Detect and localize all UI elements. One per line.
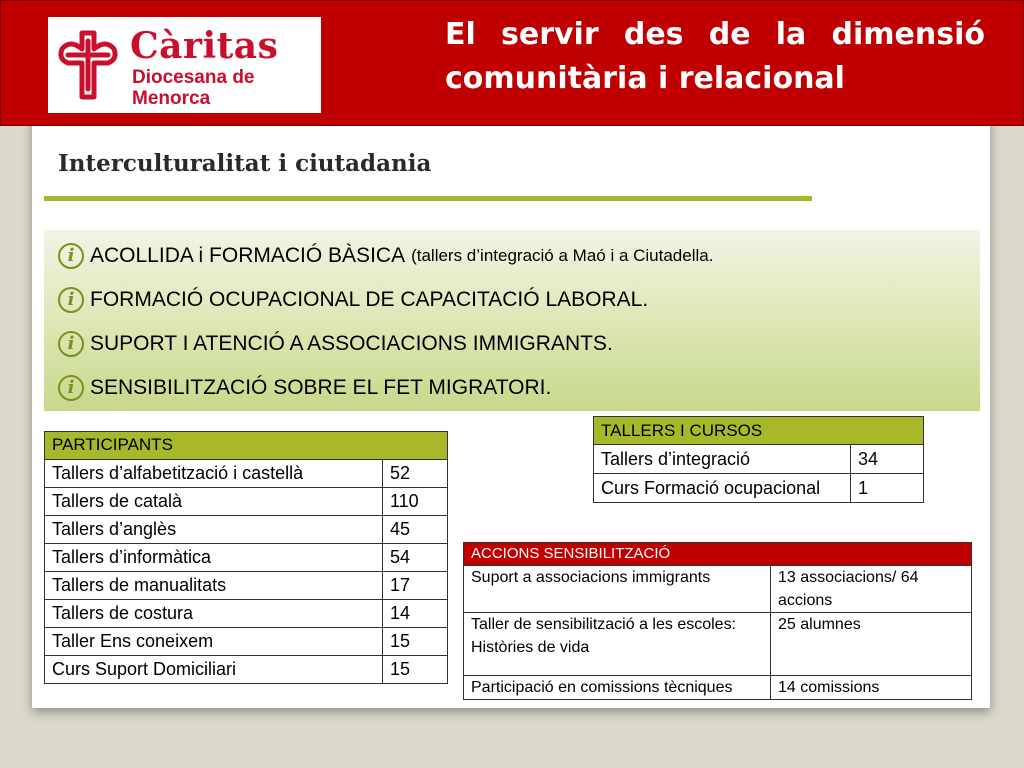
info-circle-icon: i — [58, 287, 84, 313]
tallers-table — [593, 416, 924, 503]
count-cell: 54 — [383, 544, 448, 572]
table-row — [594, 445, 924, 474]
table-row — [464, 613, 972, 676]
table-header-row — [594, 417, 924, 445]
activity-cell: Tallers de costura — [45, 600, 383, 628]
caritas-cross-icon — [56, 29, 120, 101]
tallers-header: TALLERS I CURSOS — [594, 417, 924, 445]
participants-table — [44, 431, 448, 684]
service-item — [58, 366, 980, 410]
table-row — [45, 488, 448, 516]
table-row — [464, 566, 972, 613]
table-header-row — [464, 543, 972, 566]
section-subtitle: Interculturalitat i ciutadania — [58, 150, 432, 177]
info-circle-icon: i — [58, 243, 84, 269]
caritas-logo — [48, 17, 321, 113]
activity-cell: Tallers d’informàtica — [45, 544, 383, 572]
service-item — [58, 322, 980, 366]
table-row — [45, 600, 448, 628]
logo-subtitle-line2: Menorca — [132, 88, 211, 109]
service-item — [58, 278, 980, 322]
activity-cell: Tallers d’anglès — [45, 516, 383, 544]
table-row — [45, 516, 448, 544]
activity-cell: Tallers d’integració — [594, 445, 851, 474]
service-item — [58, 234, 980, 278]
activity-cell: Tallers d’alfabetització i castellà — [45, 460, 383, 488]
slide-title: El servir des de la dimensió comunitària i relacional — [445, 17, 985, 96]
table-row — [45, 628, 448, 656]
count-cell: 15 — [383, 656, 448, 684]
services-list — [44, 230, 980, 411]
accions-table — [463, 542, 972, 700]
table-row — [45, 656, 448, 684]
logo-subtitle-line1: Diocesana de — [132, 67, 255, 88]
table-row — [464, 676, 972, 700]
table-row — [594, 474, 924, 503]
action-cell: Suport a associacions immigrants — [464, 566, 771, 613]
divider-line — [44, 196, 812, 201]
action-cell: Taller de sensibilització a les escoles: Històries de vida — [464, 613, 771, 676]
participants-header: PARTICIPANTS — [45, 432, 448, 460]
action-cell: Participació en comissions tècniques — [464, 676, 771, 700]
header-bar — [0, 0, 1024, 126]
count-cell: 17 — [383, 572, 448, 600]
count-cell: 110 — [383, 488, 448, 516]
activity-cell: Curs Formació ocupacional — [594, 474, 851, 503]
activity-cell: Taller Ens coneixem — [45, 628, 383, 656]
table-row — [45, 544, 448, 572]
service-label: SUPORT I ATENCIÓ A ASSOCIACIONS IMMIGRANTS. — [90, 332, 613, 355]
activity-cell: Tallers de català — [45, 488, 383, 516]
activity-cell: Tallers de manualitats — [45, 572, 383, 600]
info-circle-icon: i — [58, 375, 84, 401]
count-cell: 1 — [851, 474, 924, 503]
table-row — [45, 460, 448, 488]
service-label: SENSIBILITZACIÓ SOBRE EL FET MIGRATORI. — [90, 376, 552, 399]
count-cell: 45 — [383, 516, 448, 544]
table-header-row — [45, 432, 448, 460]
activity-cell: Curs Suport Domiciliari — [45, 656, 383, 684]
service-label: FORMACIÓ OCUPACIONAL DE CAPACITACIÓ LABORAL. — [90, 288, 649, 311]
service-label: ACOLLIDA i FORMACIÓ BÀSICA — [90, 244, 406, 267]
result-cell: 13 associacions/ 64 accions — [771, 566, 972, 613]
result-cell: 25 alumnes — [771, 613, 972, 676]
table-row — [45, 572, 448, 600]
count-cell: 52 — [383, 460, 448, 488]
result-cell: 14 comissions — [771, 676, 972, 700]
count-cell: 34 — [851, 445, 924, 474]
logo-subtitle — [132, 67, 322, 109]
service-note: (tallers d’integració a Maó i a Ciutadella. — [411, 246, 714, 265]
count-cell: 14 — [383, 600, 448, 628]
count-cell: 15 — [383, 628, 448, 656]
info-circle-icon: i — [58, 331, 84, 357]
logo-name: Càritas — [130, 25, 279, 67]
accions-header: ACCIONS SENSIBILITZACIÓ — [464, 543, 972, 566]
